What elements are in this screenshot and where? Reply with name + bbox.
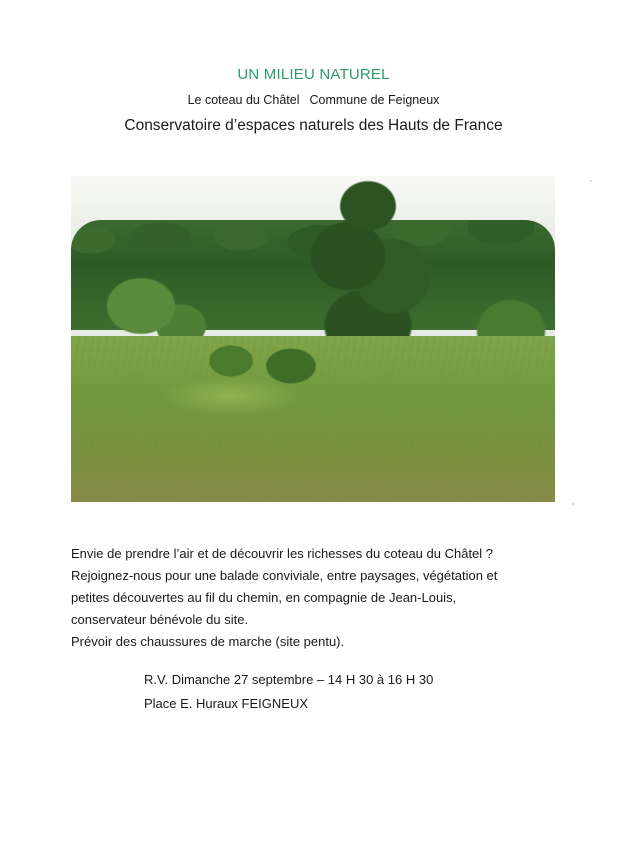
landscape-photo	[71, 176, 555, 502]
body-line: petites découvertes au fil du chemin, en compagnie de Jean-Louis,	[71, 590, 457, 605]
scan-speck	[590, 180, 592, 182]
body-line: conservateur bénévole du site.	[71, 612, 249, 627]
body-line: Rejoignez-nous pour une balade conviviale, entre paysages, végétation et	[71, 568, 498, 583]
rendezvous-info	[144, 668, 433, 716]
body-line: Envie de prendre l’air et de découvrir les richesses du coteau du Châtel ?	[71, 546, 494, 561]
invitation-text	[71, 543, 571, 653]
page-subtitle	[0, 93, 627, 107]
site-name: Le coteau du Châtel	[187, 93, 300, 107]
rendezvous-place: Place E. Huraux FEIGNEUX	[144, 696, 308, 711]
photo-shrub	[191, 326, 351, 406]
page-title: UN MILIEU NATUREL	[237, 66, 390, 83]
scan-speck	[572, 503, 574, 505]
body-line: Prévoir des chaussures de marche (site pentu).	[71, 634, 345, 649]
organization-name: Conservatoire d’espaces naturels des Hauts de France	[124, 117, 503, 134]
commune-name: Commune de Feigneux	[309, 93, 440, 107]
rendezvous-datetime: R.V. Dimanche 27 septembre – 14 H 30 à 16 H 30	[144, 672, 434, 687]
